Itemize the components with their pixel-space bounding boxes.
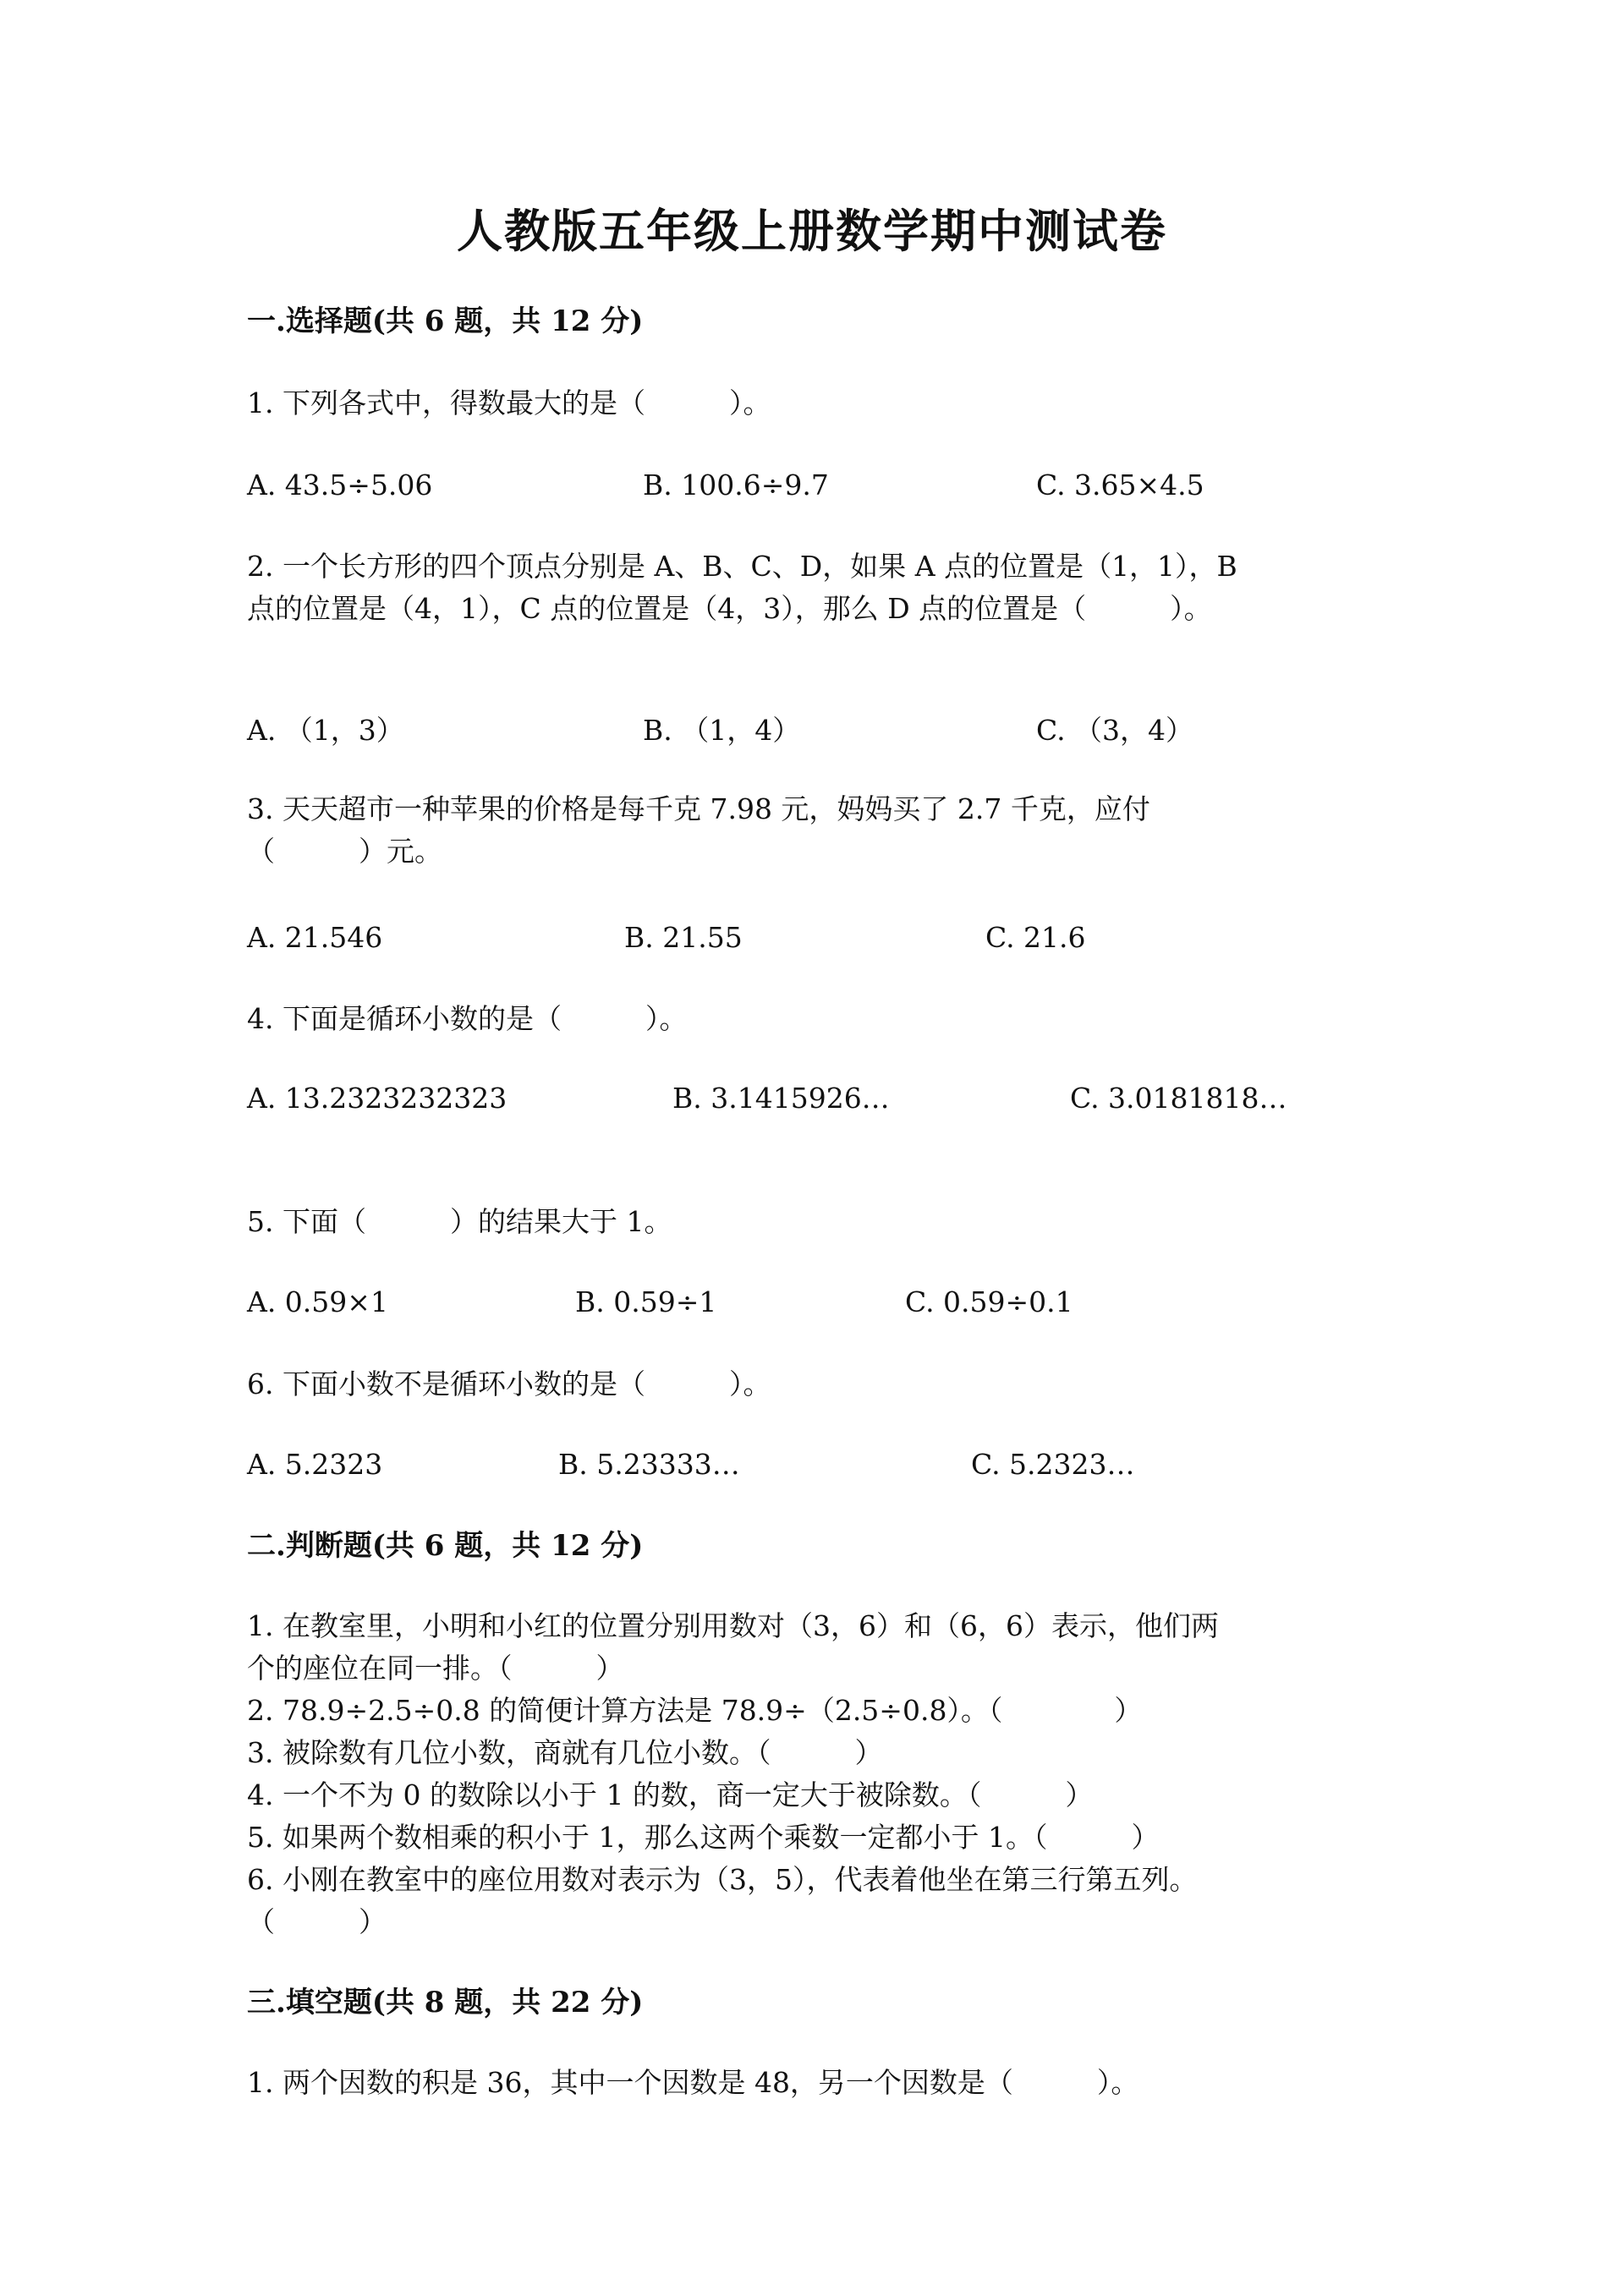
choice-question-1 bbox=[247, 382, 1397, 425]
choice-q6-option-c: C. 5.2323… bbox=[971, 1448, 1135, 1481]
choice-q2-option-c: C. （3，4） bbox=[1036, 714, 1194, 747]
question-text: 6. 下面小数不是循环小数的是（ ）。 bbox=[247, 1367, 771, 1400]
section-heading-fill: 三.填空题(共 8 题，共 22 分) bbox=[247, 1986, 644, 2019]
choice-question-2 bbox=[247, 545, 1397, 630]
choice-q1-option-c: C. 3.65×4.5 bbox=[1036, 469, 1204, 501]
section-heading-judge: 二.判断题(共 6 题，共 12 分) bbox=[247, 1529, 644, 1563]
question-text: 5. 下面（ ）的结果大于 1。 bbox=[247, 1205, 672, 1238]
judge-line-1: 1. 在教室里，小明和小红的位置分别用数对（3，6）和（6，6）表示，他们两 bbox=[247, 1609, 1219, 1642]
question-text: 1. 下列各式中，得数最大的是（ ）。 bbox=[247, 386, 771, 419]
question-text: 4. 下面是循环小数的是（ ）。 bbox=[247, 1002, 688, 1035]
choice-q6-option-b: B. 5.23333… bbox=[558, 1448, 740, 1481]
choice-q5-option-b: B. 0.59÷1 bbox=[575, 1285, 717, 1318]
judge-line-8: （ ） bbox=[247, 1905, 387, 1938]
choice-q3-option-a: A. 21.546 bbox=[247, 921, 383, 954]
choice-q2-option-b: B. （1，4） bbox=[643, 714, 801, 747]
judge-line-3: 2. 78.9÷2.5÷0.8 的简便计算方法是 78.9÷（2.5÷0.8）。（ ） bbox=[247, 1694, 1143, 1727]
choice-question-5 bbox=[247, 1201, 1397, 1243]
choice-q3-option-b: B. 21.55 bbox=[624, 921, 743, 954]
question-text-line-2: （ ）元。 bbox=[247, 835, 442, 868]
judge-line-4: 3. 被除数有几位小数，商就有几位小数。（ ） bbox=[247, 1736, 883, 1769]
choice-q2-option-a: A. （1，3） bbox=[247, 714, 404, 747]
judge-line-2: 个的座位在同一排。（ ） bbox=[247, 1652, 624, 1685]
section-heading-choice: 一.选择题(共 6 题，共 12 分) bbox=[247, 304, 644, 338]
judge-line-5: 4. 一个不为 0 的数除以小于 1 的数，商一定大于被除数。（ ） bbox=[247, 1778, 1094, 1811]
choice-q5-option-a: A. 0.59×1 bbox=[247, 1285, 388, 1318]
choice-q4-option-c: C. 3.0181818… bbox=[1070, 1082, 1287, 1115]
judge-line-6: 5. 如果两个数相乘的积小于 1，那么这两个乘数一定都小于 1。（ ） bbox=[247, 1821, 1160, 1854]
choice-q6-option-a: A. 5.2323 bbox=[247, 1448, 383, 1481]
exam-title: 人教版五年级上册数学期中测试卷 bbox=[457, 204, 1167, 258]
choice-question-6 bbox=[247, 1363, 1397, 1406]
fill-question-1 bbox=[247, 2062, 1397, 2104]
judge-line-7: 6. 小刚在教室中的座位用数对表示为（3，5），代表着他坐在第三行第五列。 bbox=[247, 1863, 1198, 1896]
judge-question-list bbox=[247, 1605, 1397, 1943]
question-text: 1. 两个因数的积是 36，其中一个因数是 48，另一个因数是（ ）。 bbox=[247, 2066, 1139, 2099]
choice-q3-option-c: C. 21.6 bbox=[985, 921, 1086, 954]
choice-q1-option-b: B. 100.6÷9.7 bbox=[643, 469, 829, 501]
choice-q1-option-a: A. 43.5÷5.06 bbox=[247, 469, 433, 501]
choice-q5-option-c: C. 0.59÷0.1 bbox=[905, 1285, 1073, 1318]
question-text-line-2: 点的位置是（4，1），C 点的位置是（4，3），那么 D 点的位置是（ ）。 bbox=[247, 592, 1212, 625]
choice-question-3 bbox=[247, 788, 1397, 873]
choice-q4-option-b: B. 3.1415926… bbox=[672, 1082, 890, 1115]
choice-question-4 bbox=[247, 998, 1397, 1040]
choice-q4-option-a: A. 13.2323232323 bbox=[247, 1082, 508, 1115]
question-text-line-1: 3. 天天超市一种苹果的价格是每千克 7.98 元，妈妈买了 2.7 千克，应付 bbox=[247, 792, 1150, 825]
question-text-line-1: 2. 一个长方形的四个顶点分别是 A、B、C、D，如果 A 点的位置是（1，1），B bbox=[247, 550, 1237, 583]
